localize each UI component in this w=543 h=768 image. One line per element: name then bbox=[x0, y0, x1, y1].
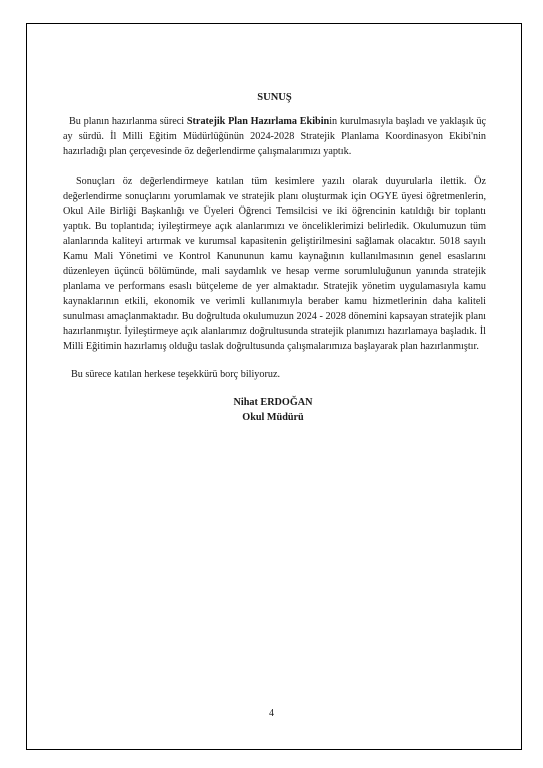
paragraph-intro bbox=[63, 114, 486, 159]
intro-text-a: Bu planın hazırlanma süreci bbox=[69, 116, 187, 127]
paragraph-body: Sonuçları öz değerlendirmeye katılan tüm kesimlere yazılı olarak duyurularla ilettik. Öz değerlendirme sonuçlarını yorumlamak ve stratejik planı oluşturmak için OGYE üyesi öğretmenlerin, Okul Aile Birliği Başkanlığı ve Üyeleri Öğrenci Temsilcisi ve iki öğrencinin katıldığı bir toplantı yaptık. Bu toplantıda; iyileştirmeye açık alanlarımızı ve önceliklerimizi belirledik. Okulumuzun tüm alanlarında kaliteyi artırmak ve kurumsal kapasitenin geliştirilmesini sağlamak olacaktır. 5018 sayılı Kamu Mali Yönetimi ve Kontrol Kanununun kamu kaynağının kullanılmasının genel esaslarını düzenleyen üçüncü bölümünde, mali saydamlık ve hesap verme sorumluluğunun yanında stratejik planlama ve performans esaslı bütçeleme de yer almaktadır. Stratejik yönetim uygulamasıyla kamu kaynaklarının etkili, ekonomik ve verimli kullanımıyla beraber kamu hizmetlerinin daha kaliteli sunulması amaçlanmaktadır. Bu doğrultuda okulumuzun 2024 - 2028 dönemini kapsayan stratejik planı hazırlanmıştır. İyileştirmeye açık alanlarımız doğrultusunda stratejik planımızı hazırlamaya başladık. İl Milli Eğitimin hazırlamış olduğu taslak doğrultusunda çalışmalarımıza başlayarak plan hazırlanmıştır. bbox=[63, 176, 486, 352]
intro-text-b: in kurulmasıyla başladı ve yaklaşık üç ay sürdü. İl Milli Eğitim Müdürlüğünün 2024-2028 Stratejik Planlama Koordinasyon Ekibi'nin hazırladığı plan çerçevesinde öz değerlendirme çalışmalarımızı yaptık. bbox=[63, 116, 487, 157]
document-body bbox=[63, 90, 486, 425]
page-number: 4 bbox=[269, 708, 274, 719]
paragraph-thanks: Bu sürece katılan herkese teşekkürü borç biliyoruz. bbox=[71, 369, 281, 380]
signer-title: Okul Müdürü bbox=[242, 412, 304, 423]
intro-text-bold: Stratejik Plan Hazırlama Ekibin bbox=[186, 116, 330, 127]
page-title: SUNUŞ bbox=[257, 92, 292, 103]
signer-name: Nihat ERDOĞAN bbox=[233, 397, 313, 408]
